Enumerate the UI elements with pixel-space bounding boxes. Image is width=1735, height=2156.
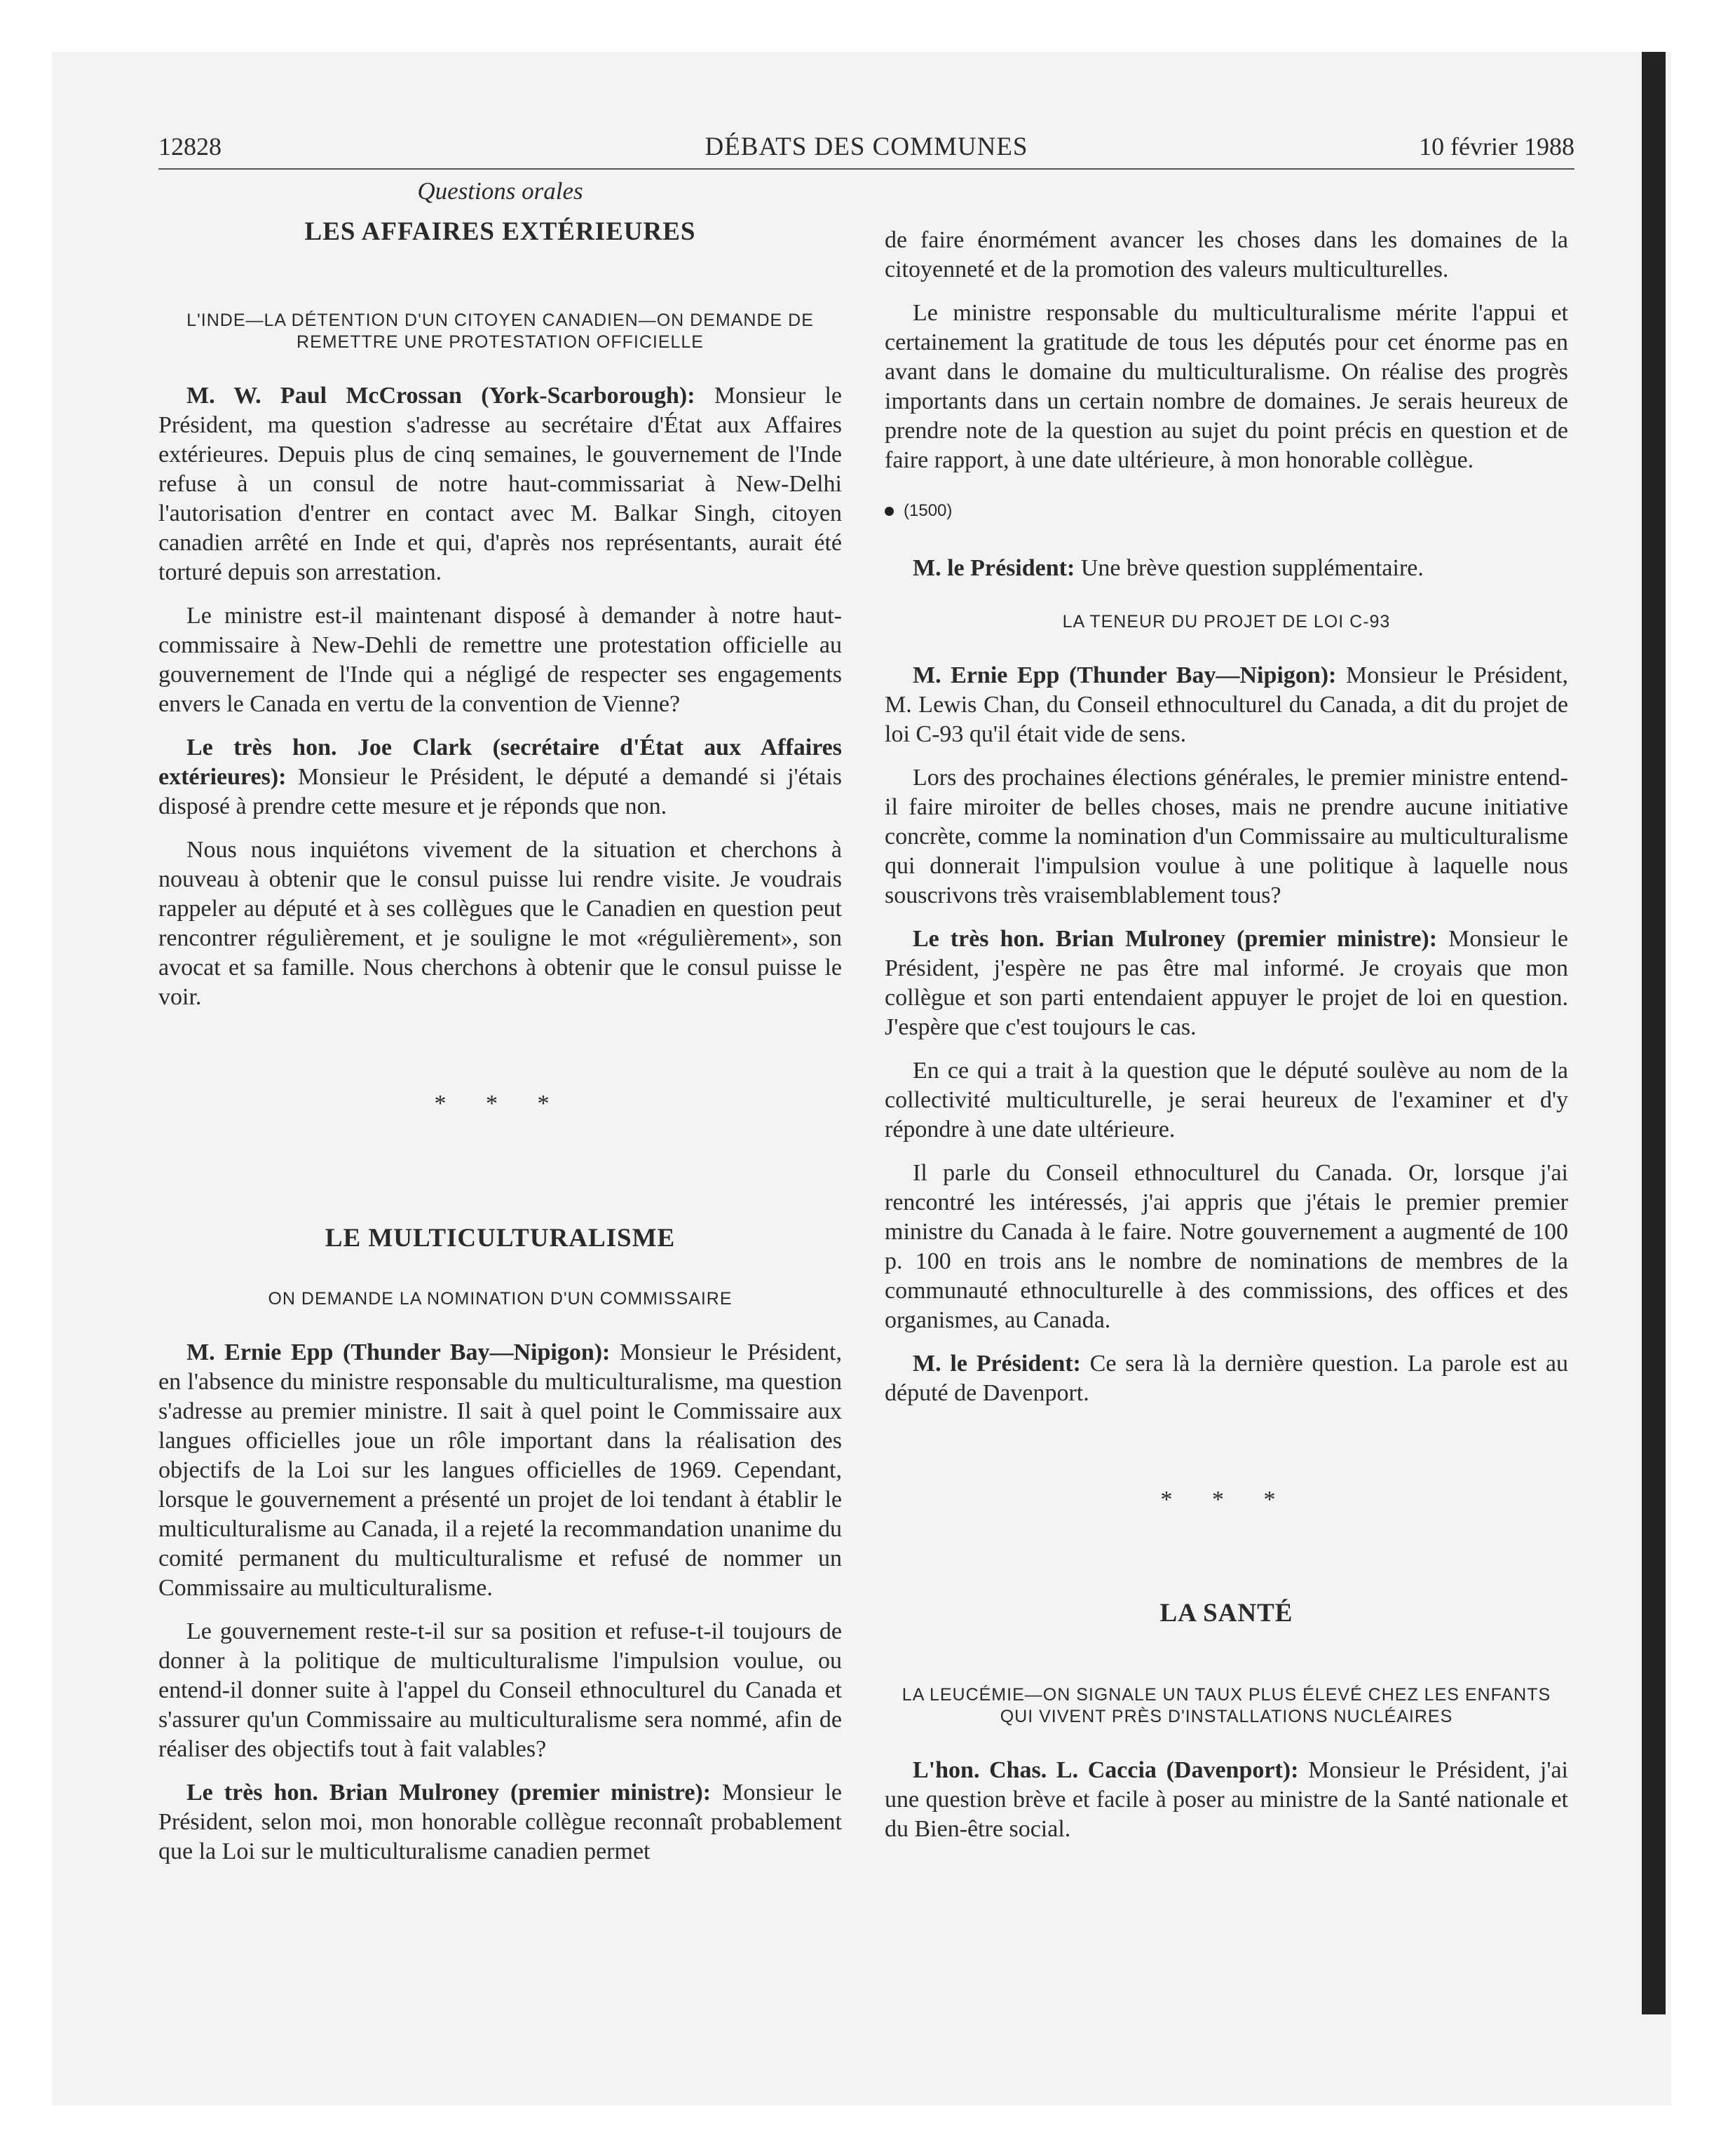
subheading-commissioner: ON DEMANDE LA NOMINATION D'UN COMMISSAIRE: [268, 1289, 733, 1309]
time-marker: [885, 496, 1568, 526]
speech-text: Monsieur le Président, selon moi, mon honorable collègue reconnaît probablement que la Loi sur le multiculturalisme canadien permet: [158, 1780, 842, 1864]
right-column: [885, 226, 1568, 1858]
paragraph: [885, 1756, 1568, 1844]
paragraph: [158, 1778, 842, 1867]
speaker-name: M. le Président:: [913, 1351, 1081, 1377]
speech-text: Ce sera là la dernière question. La parole est au député de Davenport.: [885, 1351, 1568, 1406]
speech-text: Monsieur le Président, j'espère ne pas être mal informé. Je croyais que mon collègue et son parti entendaient appuyer le projet de loi en question. J'espère que c'est toujours le cas.: [885, 926, 1568, 1040]
paragraph: de faire énormément avancer les choses dans les domaines de la citoyenneté et de la promotion des valeurs multiculturelles.: [885, 227, 1568, 282]
speaker-name: Le très hon. Joe Clark (secrétaire d'État aux Affaires extérieures):: [158, 735, 842, 790]
paragraph: [158, 1338, 842, 1603]
speech-text: Monsieur le Président, j'ai une question brève et facile à poser au ministre de la Santé nationale et du Bien-être social.: [885, 1757, 1568, 1842]
paragraph: Nous nous inquiétons vivement de la situation et cherchons à nouveau à obtenir que le consul puisse lui rendre visite. Je voudrais rappeler au député et à ses collègues que le Canadien en question peut rencontrer régulièrement, et je souligne le mot «régulièrement», son avocat et sa famille. Nous cherchons à obtenir que le consul puisse le voir.: [158, 837, 842, 1010]
section-divider: * * *: [1160, 1487, 1293, 1513]
paragraph: Le ministre est-il maintenant disposé à demander à notre haut-commissaire à New-Dehli de remettre une protestation officielle au gouvernement de l'Inde qui a négligé de respecter ses engagements envers le Canada en vertu de la convention de Vienne?: [158, 603, 842, 717]
heading-multiculturalism: LE MULTICULTURALISME: [325, 1224, 676, 1253]
page-header: [158, 132, 1574, 170]
page-date: 10 février 1988: [1419, 132, 1574, 161]
heading-foreign-affairs: LES AFFAIRES EXTÉRIEURES: [304, 217, 696, 246]
paragraph: [885, 1349, 1568, 1408]
speech-text: Monsieur le Président, en l'absence du ministre responsable du multiculturalisme, ma question s'adresse au premier ministre. Il sait à quel point le Commissaire aux langues officielles joue un rôle important dans la réalisation des objectifs de la Loi sur les langues officielles de 1969. Cependant, lorsque le gouvernement a présenté un projet de loi tendant à établir le multiculturalisme au Canada, il a rejeté la recommandation unanime du comité permanent du multiculturalisme et refusé de nommer un Commissaire au multiculturalisme.: [158, 1339, 843, 1601]
section-label: Questions orales: [417, 177, 583, 205]
speech-text: Monsieur le Président, M. Lewis Chan, du Conseil ethnoculturel du Canada, a dit du projet de loi C-93 qu'il était vide de sens.: [885, 662, 1569, 747]
speaker-name: Le très hon. Brian Mulroney (premier ministre):: [186, 1780, 712, 1806]
speech-text: Monsieur le Président, le député a demandé si j'étais disposé à prendre cette mesure et je réponds que non.: [158, 764, 842, 819]
speaker-name: M. W. Paul McCrossan (York-Scarborough):: [186, 383, 695, 409]
paragraph: Lors des prochaines élections générales, le premier ministre entend-il faire miroiter de belles choses, mais ne prendre aucune initiative concrète, comme la nomination d'un Commissaire au multiculturalisme qui donnerait l'impulsion voulue à une politique à laquelle nous souscrivons très vraisemblablement tous?: [885, 765, 1568, 908]
paragraph: Le ministre responsable du multiculturalisme mérite l'appui et certainement la gratitude de tous les députés pour cet énorme pas en avant dans le domaine du multiculturalisme. On réalise des progrès importants dans un certain nombre de domaines. Je serais heureux de prendre note de la question au sujet du point précis en question et de faire rapport, à une date ultérieure, à mon honorable collègue.: [885, 300, 1568, 473]
paragraph: Il parle du Conseil ethnoculturel du Canada. Or, lorsque j'ai rencontré les intéressés, j'ai appris que j'étais le premier premier ministre du Canada à le faire. Notre gouvernement a augmenté de 100 p. 100 en trois ans le nombre de nominations de membres de la communauté ethnoculturelle à des commissions, des offices et des organismes, au Canada.: [885, 1160, 1568, 1333]
speech-text: Une brève question supplémentaire.: [1075, 555, 1424, 581]
paragraph: [885, 554, 1568, 583]
speech-text: Monsieur le Président, ma question s'adresse au secrétaire d'État aux Affaires extérieures. Depuis plus de cinq semaines, le gouvernement de l'Inde refuse à un consul de notre haut-commissariat à New-Delhi l'autorisation d'entrer en contact avec M. Balkar Singh, citoyen canadien arrêté en Inde et qui, d'après nos représentants, aurait été torturé depuis son arrestation.: [158, 383, 843, 585]
scan-edge-bar: [1642, 52, 1666, 2014]
time-text: (1500): [904, 501, 953, 520]
speaker-name: M. le Président:: [913, 555, 1075, 581]
heading-health: LA SANTÉ: [1159, 1599, 1293, 1628]
publication-title: DÉBATS DES COMMUNES: [705, 132, 1028, 161]
paragraph: [158, 733, 842, 821]
paragraph: [158, 381, 842, 587]
subheading-bill-c93: LA TENEUR DU PROJET DE LOI C-93: [1062, 612, 1391, 632]
speaker-name: M. Ernie Epp (Thunder Bay—Nipigon):: [186, 1339, 611, 1365]
section-divider: * * *: [434, 1091, 566, 1117]
subheading-india-detention: L'INDE—LA DÉTENTION D'UN CITOYEN CANADIEN—ON DEMANDE DE REMETTRE UNE PROTESTATION OFFICIELLE: [186, 311, 814, 352]
speaker-name: M. Ernie Epp (Thunder Bay—Nipigon):: [913, 662, 1337, 688]
paragraph: En ce qui a trait à la question que le député soulève au nom de la collectivité multiculturelle, je serai heureux de l'examiner et d'y répondre à une date ultérieure.: [885, 1058, 1568, 1142]
speaker-name: L'hon. Chas. L. Caccia (Davenport):: [913, 1757, 1299, 1783]
left-column: [158, 177, 842, 1881]
subheading-leukemia: LA LEUCÉMIE—ON SIGNALE UN TAUX PLUS ÉLEVÉ CHEZ LES ENFANTS QUI VIVENT PRÈS D'INSTALLATIONS NUCLÉAIRES: [901, 1685, 1551, 1726]
speaker-name: Le très hon. Brian Mulroney (premier ministre):: [913, 926, 1438, 952]
paragraph: [885, 661, 1568, 749]
paragraph: [885, 925, 1568, 1042]
page-number: 12828: [158, 132, 222, 161]
bullet-dot-icon: [885, 507, 894, 516]
paragraph: Le gouvernement reste-t-il sur sa position et refuse-t-il toujours de donner à la politique de multiculturalisme l'impulsion voulue, ou entend-il donner suite à l'appel du Conseil ethnoculturel du Canada et s'assurer qu'un Commissaire au multiculturalisme sera nommé, afin de réaliser des objectifs tout à fait valables?: [158, 1618, 842, 1762]
